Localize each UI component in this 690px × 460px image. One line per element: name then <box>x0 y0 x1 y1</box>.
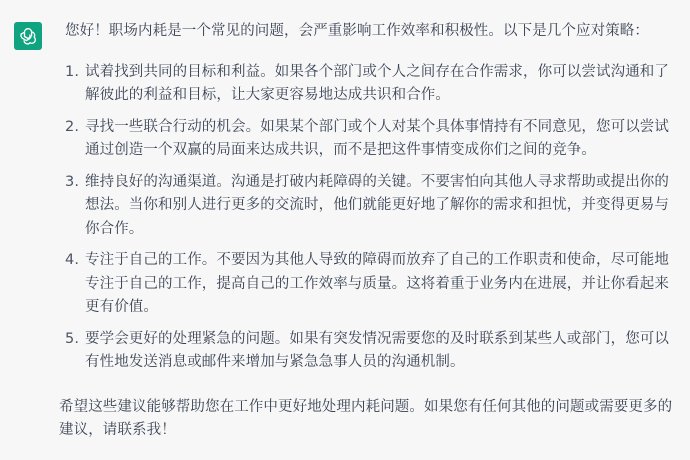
response-closing: 希望这些建议能够帮助您在工作中更好地处理内耗问题。如果您有任何其他的问题或需要更多的建议，请联系我！ <box>59 398 673 438</box>
list-item-text: 要学会更好的处理紧急的问题。如果有突发情况需要您的及时联系到某些人或部门，您可以有性地发送消息或邮件来增加与紧急急事人员的沟通机制。 <box>85 330 669 370</box>
list-item <box>65 171 683 242</box>
list-item <box>65 61 683 108</box>
openai-logo-icon <box>18 26 38 46</box>
list-item-text: 试着找到共同的目标和利益。如果各个部门或个人之间存在合作需求，你可以尝试沟通和了解彼此的利益和目标，让大家更容易地达成共识和合作。 <box>85 63 669 103</box>
list-item-number: 5. <box>65 330 80 347</box>
response-intro: 您好！职场内耗是一个常见的问题，会严重影响工作效率和积极性。以下是几个应对策略： <box>65 23 649 39</box>
assistant-avatar <box>14 22 42 50</box>
list-item <box>65 116 683 163</box>
response-content <box>59 20 683 443</box>
list-item-number: 3. <box>65 173 80 190</box>
strategy-list <box>65 61 683 375</box>
list-item <box>65 328 683 375</box>
list-item <box>65 249 683 320</box>
list-item-text: 维持良好的沟通渠道。沟通是打破内耗障碍的关键。不要害怕向其他人寻求帮助或提出你的想法。当你和别人进行更多的交流时，他们就能更好地了解你的需求和担忧，并变得更易与你合作。 <box>85 173 669 237</box>
list-item-number: 4. <box>65 252 80 268</box>
list-item-number: 2. <box>65 118 80 135</box>
list-item-number: 1. <box>65 63 80 80</box>
list-item-text: 专注于自己的工作。不要因为其他人导致的障碍而放弃了自己的工作职责和使命，尽可能地专注于自己的工作，提高自己的工作效率与质量。这将着重于业务内在进展，并让你看起来更有价值。 <box>85 252 669 315</box>
list-item-text: 寻找一些联合行动的机会。如果某个部门或个人对某个具体事情持有不同意见，您可以尝试通过创造一个双赢的局面来达成共识，而不是把这件事情变成你们之间的竞争。 <box>85 118 669 158</box>
